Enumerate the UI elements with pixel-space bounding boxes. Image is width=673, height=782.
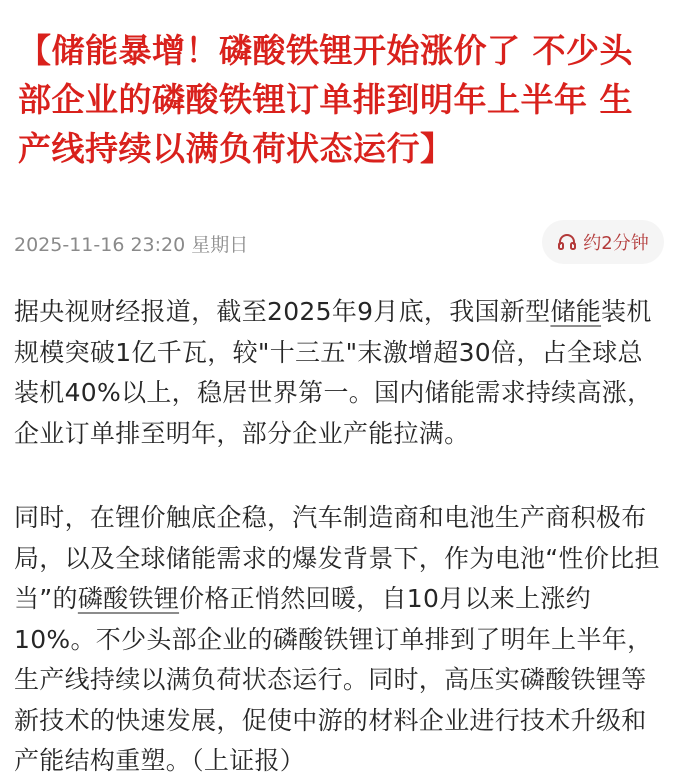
paragraph-text: 装机规模突破1亿千瓦，较"十三五"末激增超30倍，占全球总装机40%以上，稳居世界第一。国内储能需求持续高涨，企业订单排至明年，部分企业产能拉满。 (14, 297, 653, 448)
article-paragraph (14, 292, 666, 454)
paragraph-text: 同时，在锂价触底企稳，汽车制造商和电池生产商积极布局，以及全球储能需求的爆发背景下，作为电池“性价比担当”的 (14, 503, 660, 613)
headphones-icon (557, 232, 577, 252)
article-headline: 【储能暴增！磷酸铁锂开始涨价了 不少头部企业的磷酸铁锂订单排到明年上半年 生产线持续以满负荷状态运行】 (18, 31, 633, 168)
listen-duration-label: 约2分钟 (583, 233, 649, 254)
article-meta (14, 218, 664, 266)
paragraph-text: 据央视财经报道，截至2025年9月底，我国新型 (14, 297, 551, 326)
article-paragraph (14, 498, 666, 782)
keyword-link-energy-storage[interactable]: 储能 (550, 297, 602, 326)
keyword-link-lfp[interactable]: 磷酸铁锂 (77, 584, 180, 613)
publish-datetime: 2025-11-16 23:20 星期日 (14, 234, 249, 256)
listen-audio-button[interactable] (542, 220, 664, 264)
paragraph-text: 价格正悄然回暖，自10月以来上涨约10%。不少头部企业的磷酸铁锂订单排到了明年上半年，生产线持续以满负荷状态运行。同时，高压实磷酸铁锂等新技术的快速发展，促使中游的材料企业进行技术升级和产能结构重塑。（上证报） (14, 584, 653, 775)
